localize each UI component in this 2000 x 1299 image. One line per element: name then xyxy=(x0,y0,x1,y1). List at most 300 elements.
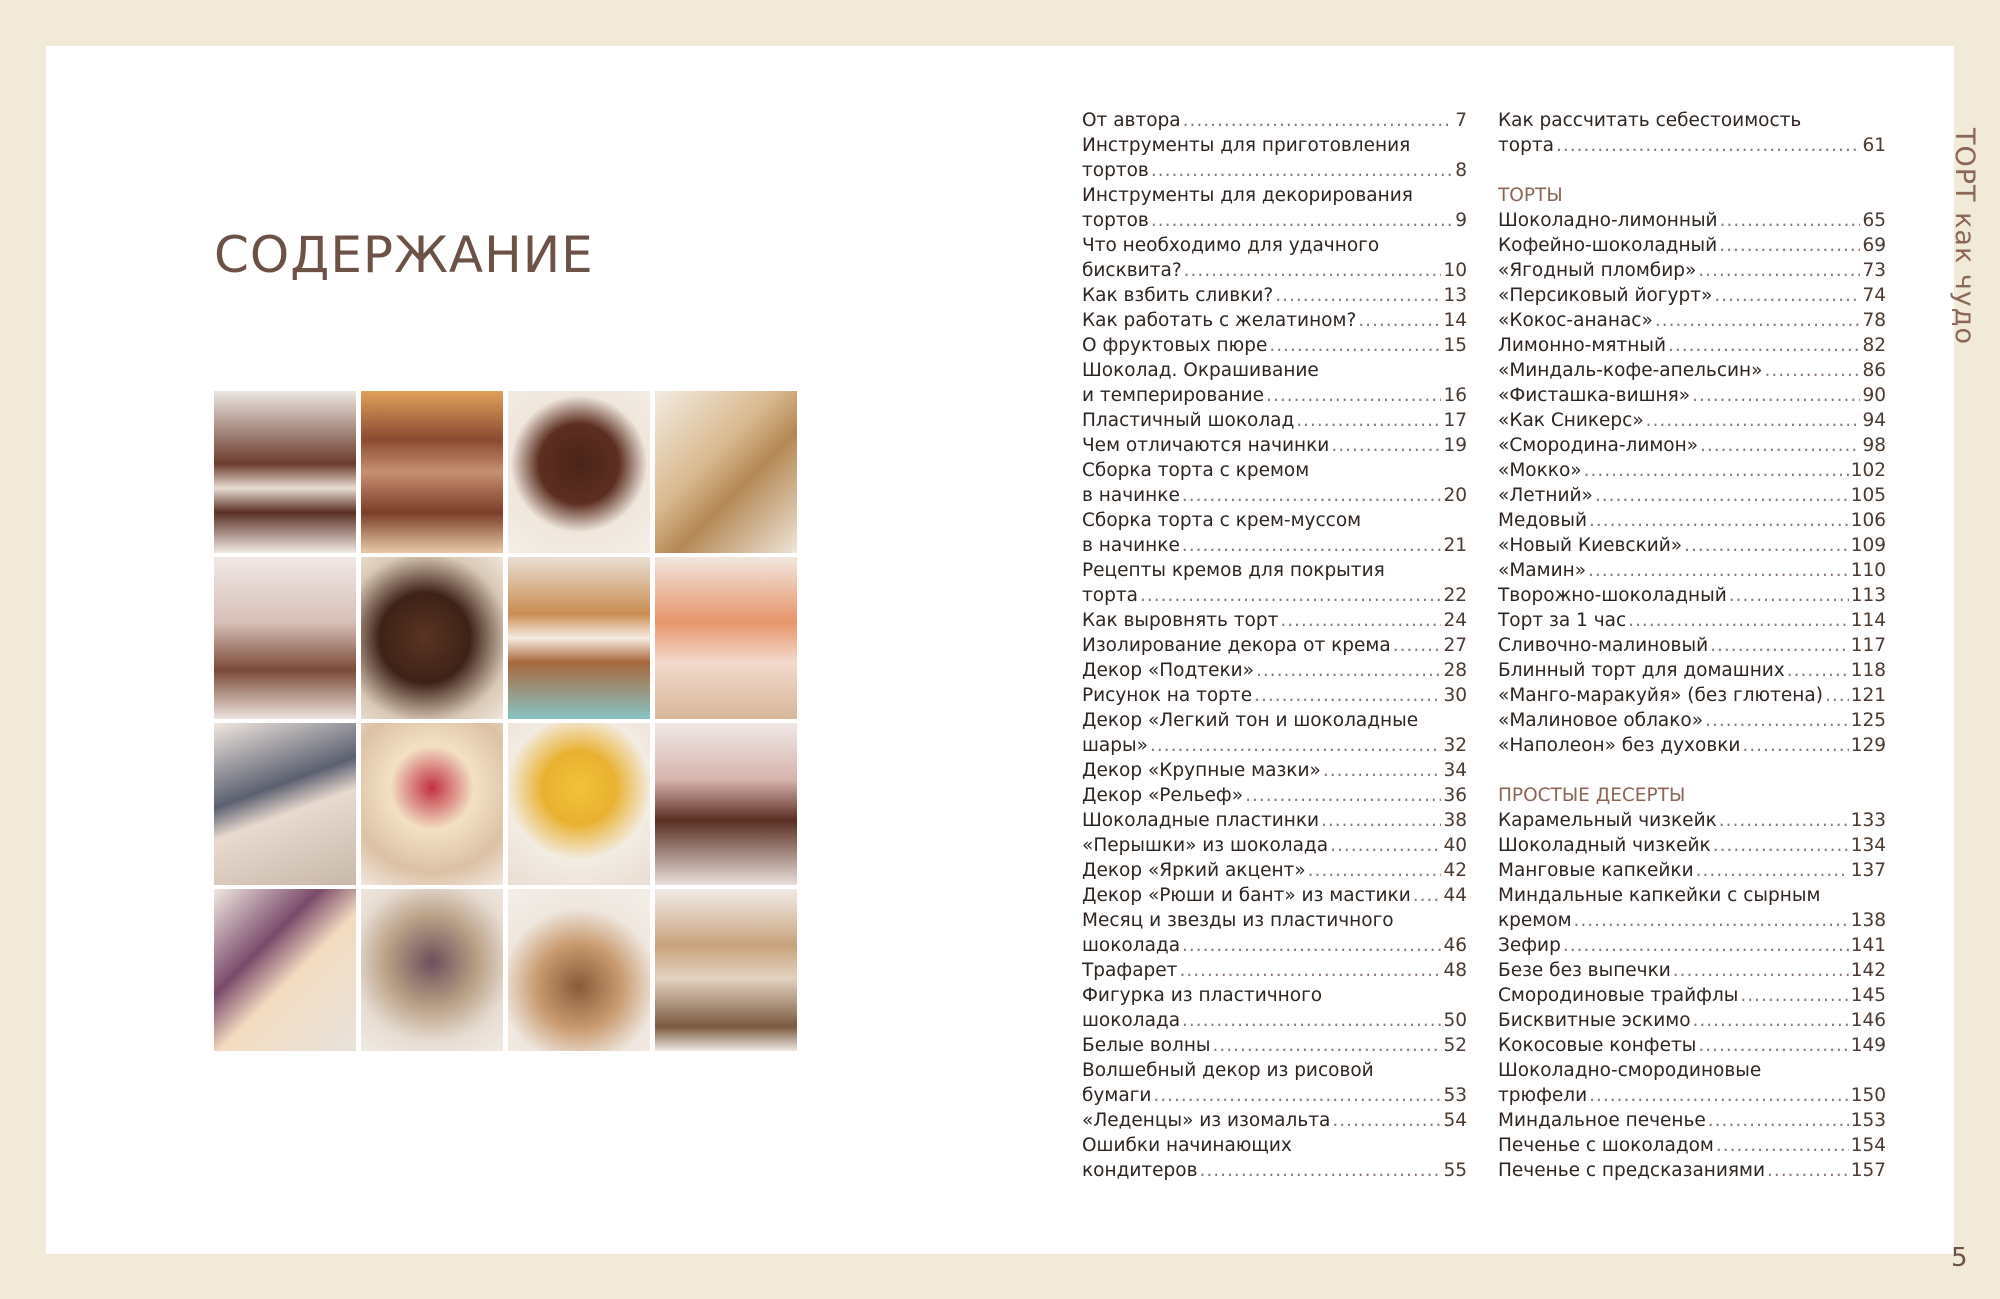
toc-page-number: 106 xyxy=(1850,510,1886,531)
toc-entry-line: Миндальные капкейки с сырным xyxy=(1498,885,1821,906)
toc-entry xyxy=(1498,733,1886,758)
toc-dot-leader xyxy=(1245,783,1441,808)
toc-page-number: 141 xyxy=(1850,935,1886,956)
toc-dot-leader xyxy=(1308,858,1442,883)
toc-entry xyxy=(1082,608,1467,633)
toc-entry-title: «Как Сникерс» xyxy=(1498,410,1644,431)
toc-page-number: 121 xyxy=(1850,685,1886,706)
toc-entry-title: «Фисташка-вишня» xyxy=(1498,385,1691,406)
toc-entry xyxy=(1498,658,1886,683)
toc-dot-leader xyxy=(1213,1033,1442,1058)
toc-dot-leader xyxy=(1767,1158,1849,1183)
toc-entry xyxy=(1498,683,1886,708)
toc-entry-title: и темперирование xyxy=(1082,385,1265,406)
toc-dot-leader xyxy=(1787,658,1849,683)
toc-dot-leader xyxy=(1256,658,1441,683)
toc-dot-leader xyxy=(1330,833,1441,858)
toc-column-1 xyxy=(1082,108,1467,1183)
toc-entry-title: шоколада xyxy=(1082,935,1181,956)
toc-entry xyxy=(1082,533,1467,558)
toc-entry xyxy=(1498,933,1886,958)
toc-entry-title: Как выровнять торт xyxy=(1082,610,1279,631)
toc-entry-title: в начинке xyxy=(1082,535,1180,556)
toc-entry xyxy=(1082,958,1467,983)
toc-page-number: 7 xyxy=(1455,110,1467,131)
toc-entry xyxy=(1082,1108,1467,1133)
toc-entry xyxy=(1498,258,1886,283)
toc-entry xyxy=(1498,633,1886,658)
toc-entry-title: Безе без выпечки xyxy=(1498,960,1671,981)
toc-entry xyxy=(1082,408,1467,433)
toc-entry xyxy=(1498,1083,1886,1108)
toc-entry xyxy=(1082,1033,1467,1058)
toc-dot-leader xyxy=(1700,433,1860,458)
toc-entry xyxy=(1498,983,1886,1008)
toc-dot-leader xyxy=(1696,858,1849,883)
toc-dot-leader xyxy=(1331,433,1441,458)
toc-entry-title: От автора xyxy=(1082,110,1181,131)
toc-entry-title: Декор «Рюши и бант» из мастики xyxy=(1082,885,1411,906)
toc-entry xyxy=(1082,833,1467,858)
toc-entry-title: «Мамин» xyxy=(1498,560,1587,581)
toc-entry-line: Инструменты для приготовления xyxy=(1082,135,1411,156)
toc-dot-leader xyxy=(1280,608,1441,633)
napoleon-slice-photo xyxy=(655,391,797,553)
toc-entry-title: Шоколадные пластинки xyxy=(1082,810,1320,831)
toc-page-number: 61 xyxy=(1862,135,1886,156)
toc-page-number: 8 xyxy=(1455,160,1467,181)
chocolate-slice-photo xyxy=(655,723,797,885)
page-number: 5 xyxy=(1951,1243,1968,1273)
toc-entry xyxy=(1498,833,1886,858)
toc-entry xyxy=(1498,808,1886,833)
toc-page-number: 19 xyxy=(1443,435,1467,456)
toc-page-number: 129 xyxy=(1850,735,1886,756)
toc-page-number: 157 xyxy=(1850,1160,1886,1181)
toc-entry-title: «Перышки» из шоколада xyxy=(1082,835,1329,856)
toc-entry-title: Сливочно-малиновый xyxy=(1498,635,1709,656)
toc-entry-title: Манговые капкейки xyxy=(1498,860,1694,881)
toc-entry xyxy=(1498,433,1886,458)
toc-entry-line: Декор «Легкий тон и шоколадные xyxy=(1082,710,1419,731)
toc-dot-leader xyxy=(1269,333,1441,358)
toc-entry-line: Волшебный декор из рисовой xyxy=(1082,1060,1374,1081)
toc-dot-leader xyxy=(1563,933,1849,958)
toc-page-number: 28 xyxy=(1443,660,1467,681)
cupcakes-stand-photo xyxy=(214,557,356,719)
toc-entry xyxy=(1082,1008,1467,1033)
toc-page-number: 27 xyxy=(1443,635,1467,656)
toc-entry-title: Печенье с предсказаниями xyxy=(1498,1160,1766,1181)
toc-dot-leader xyxy=(1358,308,1441,333)
toc-entry xyxy=(1082,433,1467,458)
toc-entry-line: Месяц и звезды из пластичного xyxy=(1082,910,1394,931)
toc-page-number: 102 xyxy=(1850,460,1886,481)
toc-entry xyxy=(1498,1133,1886,1158)
toc-entry xyxy=(1082,933,1467,958)
toc-entry xyxy=(1498,1108,1886,1133)
toc-entry xyxy=(1498,608,1886,633)
toc-dot-leader xyxy=(1684,533,1849,558)
toc-entry-title: Рисунок на торте xyxy=(1082,685,1253,706)
toc-page-number: 154 xyxy=(1850,1135,1886,1156)
toc-dot-leader xyxy=(1321,808,1441,833)
toc-page-number: 146 xyxy=(1850,1010,1886,1031)
toc-page-number: 14 xyxy=(1443,310,1467,331)
toc-page-number: 40 xyxy=(1443,835,1467,856)
toc-entry-title: торта xyxy=(1498,135,1554,156)
toc-page-number: 86 xyxy=(1862,360,1886,381)
toc-dot-leader xyxy=(1698,258,1860,283)
toc-page-number: 133 xyxy=(1850,810,1886,831)
toc-page-number: 17 xyxy=(1443,410,1467,431)
toc-entry-title: «Смородина-лимон» xyxy=(1498,435,1699,456)
toc-entry-title: кондитеров xyxy=(1082,1160,1198,1181)
toc-page-number: 22 xyxy=(1443,585,1467,606)
toc-dot-leader xyxy=(1182,483,1442,508)
toc-entry-title: Чем отличаются начинки xyxy=(1082,435,1330,456)
toc-entry-title: Декор «Подтеки» xyxy=(1082,660,1254,681)
toc-entry-line: Как рассчитать себестоимость xyxy=(1498,110,1802,131)
toc-dot-leader xyxy=(1183,108,1454,133)
toc-entry xyxy=(1498,558,1886,583)
toc-dot-leader xyxy=(1589,1083,1849,1108)
toc-entry-title: Торт за 1 час xyxy=(1498,610,1627,631)
berry-layer-cake-photo xyxy=(214,391,356,553)
toc-entry-line: Сборка торта с крем-муссом xyxy=(1082,510,1362,531)
toc-entry xyxy=(1498,858,1886,883)
toc-entry xyxy=(1498,483,1886,508)
toc-entry xyxy=(1082,208,1467,233)
toc-dot-leader xyxy=(1825,683,1849,708)
toc-entry xyxy=(1082,258,1467,283)
toc-entry xyxy=(1082,633,1467,658)
toc-dot-leader xyxy=(1668,333,1860,358)
toc-page-number: 94 xyxy=(1862,410,1886,431)
toc-page-number: 110 xyxy=(1850,560,1886,581)
toc-entry-title: «Летний» xyxy=(1498,485,1593,506)
toc-entry-line: Что необходимо для удачного xyxy=(1082,235,1380,256)
toc-page-number: 142 xyxy=(1850,960,1886,981)
toc-page-number: 30 xyxy=(1443,685,1467,706)
toc-page-number: 78 xyxy=(1862,310,1886,331)
toc-page-number: 16 xyxy=(1443,385,1467,406)
toc-section-heading: ТОРТЫ xyxy=(1498,185,1563,206)
toc-entry-title: Бисквитные эскимо xyxy=(1498,1010,1691,1031)
toc-entry-title: Кофейно-шоколадный xyxy=(1498,235,1718,256)
toc-dot-leader xyxy=(1153,1083,1441,1108)
toc-entry-title: «Новый Киевский» xyxy=(1498,535,1683,556)
toc-dot-leader xyxy=(1720,208,1861,233)
toc-page-number: 38 xyxy=(1443,810,1467,831)
toc-entry xyxy=(1082,858,1467,883)
toc-dot-leader xyxy=(1740,983,1848,1008)
toc-dot-leader xyxy=(1742,733,1848,758)
toc-page-number: 109 xyxy=(1850,535,1886,556)
toc-entry-title: в начинке xyxy=(1082,485,1180,506)
toc-entry-title: Белые волны xyxy=(1082,1035,1211,1056)
toc-entry xyxy=(1498,1008,1886,1033)
photo-grid xyxy=(214,391,797,1051)
toc-entry xyxy=(1498,908,1886,933)
toc-entry xyxy=(1082,1158,1467,1183)
toc-entry-title: Трафарет xyxy=(1082,960,1178,981)
toc-page-number: 134 xyxy=(1850,835,1886,856)
toc-entry-title: «Кокос-ананас» xyxy=(1498,310,1653,331)
raspberry-cheesecake-photo xyxy=(361,723,503,885)
toc-entry-title: Как взбить сливки? xyxy=(1082,285,1274,306)
toc-entry xyxy=(1082,658,1467,683)
toc-dot-leader xyxy=(1693,1008,1849,1033)
toc-entry xyxy=(1082,758,1467,783)
toc-page-number: 69 xyxy=(1862,235,1886,256)
toc-dot-leader xyxy=(1179,958,1441,983)
toc-page-number: 53 xyxy=(1443,1085,1467,1106)
toc-dot-leader xyxy=(1332,1108,1441,1133)
toc-entry-title: Кокосовые конфеты xyxy=(1498,1035,1697,1056)
toc-page-number: 137 xyxy=(1850,860,1886,881)
toc-page-number: 44 xyxy=(1443,885,1467,906)
toc-entry-title: шоколада xyxy=(1082,1010,1181,1031)
toc-entry xyxy=(1082,158,1467,183)
toc-entry-title: торта xyxy=(1082,585,1138,606)
toc-page-number: 150 xyxy=(1850,1085,1886,1106)
toc-entry-title: Смородиновые трайфлы xyxy=(1498,985,1739,1006)
toc-entry xyxy=(1498,708,1886,733)
cookies-plate-photo xyxy=(508,889,650,1051)
toc-dot-leader xyxy=(1574,908,1849,933)
toc-dot-leader xyxy=(1655,308,1861,333)
toc-entry-title: Зефир xyxy=(1498,935,1561,956)
toc-page-number: 9 xyxy=(1455,210,1467,231)
toc-page-number: 149 xyxy=(1850,1035,1886,1056)
toc-entry-title: кремом xyxy=(1498,910,1572,931)
toc-dot-leader xyxy=(1275,283,1441,308)
poppy-seed-cake-photo xyxy=(214,723,356,885)
toc-entry-title: Изолирование декора от крема xyxy=(1082,635,1391,656)
toc-section-heading: ПРОСТЫЕ ДЕСЕРТЫ xyxy=(1498,785,1686,806)
toc-page-number: 21 xyxy=(1443,535,1467,556)
toc-page-number: 55 xyxy=(1443,1160,1467,1181)
toc-entry xyxy=(1082,333,1467,358)
toc-dot-leader xyxy=(1151,158,1453,183)
toc-entry xyxy=(1498,408,1886,433)
toc-dot-leader xyxy=(1556,133,1861,158)
toc-entry-title: Лимонно-мятный xyxy=(1498,335,1666,356)
toc-dot-leader xyxy=(1584,458,1849,483)
toc-page-number: 73 xyxy=(1862,260,1886,281)
toc-dot-leader xyxy=(1296,408,1441,433)
toc-entry xyxy=(1082,733,1467,758)
toc-entry-title: Печенье с шоколадом xyxy=(1498,1135,1714,1156)
toc-entry xyxy=(1498,508,1886,533)
toc-dot-leader xyxy=(1140,583,1442,608)
toc-dot-leader xyxy=(1254,683,1441,708)
toc-dot-leader xyxy=(1151,208,1453,233)
toc-entry-title: Творожно-шоколадный xyxy=(1498,585,1727,606)
toc-entry xyxy=(1498,133,1886,158)
toc-entry xyxy=(1498,1158,1886,1183)
toc-page-number: 15 xyxy=(1443,335,1467,356)
toc-page-number: 50 xyxy=(1443,1010,1467,1031)
toc-entry-title: «Леденцы» из изомальта xyxy=(1082,1110,1331,1131)
toc-page-number: 34 xyxy=(1443,760,1467,781)
toc-entry xyxy=(1082,308,1467,333)
toc-entry xyxy=(1498,383,1886,408)
toc-page-number: 118 xyxy=(1850,660,1886,681)
toc-dot-leader xyxy=(1719,233,1860,258)
toc-entry xyxy=(1498,958,1886,983)
toc-entry-line: Фигурка из пластичного xyxy=(1082,985,1323,1006)
toc-entry xyxy=(1498,333,1886,358)
toc-entry-title: тортов xyxy=(1082,210,1149,231)
toc-page-number: 20 xyxy=(1443,485,1467,506)
petal-decor-cake-photo xyxy=(655,557,797,719)
toc-dot-leader xyxy=(1393,633,1442,658)
toc-entry-title: Декор «Яркий акцент» xyxy=(1082,860,1306,881)
toc-dot-leader xyxy=(1182,533,1442,558)
toc-entry xyxy=(1082,883,1467,908)
toc-page-number: 125 xyxy=(1850,710,1886,731)
toc-entry-line: Шоколад. Окрашивание xyxy=(1082,360,1319,381)
toc-dot-leader xyxy=(1692,383,1860,408)
tangerine-naked-cake-photo xyxy=(361,391,503,553)
toc-page-number: 105 xyxy=(1850,485,1886,506)
toc-entry-title: шары» xyxy=(1082,735,1148,756)
toc-page-number: 46 xyxy=(1443,935,1467,956)
toc-page-number: 74 xyxy=(1862,285,1886,306)
toc-entry xyxy=(1082,1083,1467,1108)
toc-entry xyxy=(1498,533,1886,558)
toc-page-number: 32 xyxy=(1443,735,1467,756)
toc-entry xyxy=(1498,208,1886,233)
toc-dot-leader xyxy=(1595,483,1849,508)
toc-page-number: 24 xyxy=(1443,610,1467,631)
toc-entry-title: Шоколадно-лимонный xyxy=(1498,210,1718,231)
toc-entry xyxy=(1082,808,1467,833)
toc-page-number: 82 xyxy=(1862,335,1886,356)
toc-spacer xyxy=(1498,758,1886,783)
toc-dot-leader xyxy=(1588,558,1849,583)
toc-dot-leader xyxy=(1589,508,1849,533)
toc-entry-title: тортов xyxy=(1082,160,1149,181)
trifle-stand-photo xyxy=(361,889,503,1051)
toc-dot-leader xyxy=(1716,1133,1849,1158)
toc-entry xyxy=(1498,458,1886,483)
toc-entry-title: Карамельный чизкейк xyxy=(1498,810,1717,831)
toc-dot-leader xyxy=(1150,733,1442,758)
toc-entry xyxy=(1082,583,1467,608)
toc-dot-leader xyxy=(1413,883,1442,908)
toc-page-number: 113 xyxy=(1850,585,1886,606)
toc-dot-leader xyxy=(1714,283,1860,308)
toc-page-number: 117 xyxy=(1850,635,1886,656)
toc-dot-leader xyxy=(1705,708,1849,733)
toc-dot-leader xyxy=(1646,408,1861,433)
toc-page-number: 114 xyxy=(1850,610,1886,631)
toc-dot-leader xyxy=(1710,633,1849,658)
toc-dot-leader xyxy=(1764,358,1860,383)
toc-entry xyxy=(1498,308,1886,333)
toc-entry-title: «Малиновое облако» xyxy=(1498,710,1704,731)
toc-spacer xyxy=(1498,158,1886,183)
toc-dot-leader xyxy=(1182,933,1441,958)
toc-column-2 xyxy=(1498,108,1886,1183)
toc-entry-title: Пластичный шоколад xyxy=(1082,410,1295,431)
toc-page-number: 48 xyxy=(1443,960,1467,981)
toc-page-number: 153 xyxy=(1850,1110,1886,1131)
toc-entry-title: О фруктовых пюре xyxy=(1082,335,1268,356)
toc-entry-title: «Миндаль-кофе-апельсин» xyxy=(1498,360,1763,381)
toc-dot-leader xyxy=(1719,808,1849,833)
toc-page-number: 65 xyxy=(1862,210,1886,231)
toc-dot-leader xyxy=(1708,1108,1849,1133)
toc-page-number: 13 xyxy=(1443,285,1467,306)
toc-dot-leader xyxy=(1628,608,1849,633)
toc-page-number: 90 xyxy=(1862,385,1886,406)
toc-dot-leader xyxy=(1698,1033,1848,1058)
toc-entry xyxy=(1082,783,1467,808)
toc-page-number: 52 xyxy=(1443,1035,1467,1056)
toc-entry xyxy=(1082,683,1467,708)
toc-dot-leader xyxy=(1713,833,1849,858)
toc-entry-title: трюфели xyxy=(1498,1085,1588,1106)
toc-entry-title: Как работать с желатином? xyxy=(1082,310,1357,331)
toc-page-number: 145 xyxy=(1850,985,1886,1006)
trifle-glasses-photo xyxy=(655,889,797,1051)
toc-entry-title: Блинный торт для домашних xyxy=(1498,660,1785,681)
toc-entry-line: Шоколадно-смородиновые xyxy=(1498,1060,1762,1081)
toc-entry-title: Медовый xyxy=(1498,510,1587,531)
toc-entry-line: Ошибки начинающих xyxy=(1082,1135,1292,1156)
book-spread xyxy=(46,46,1980,1273)
mango-cupcake-photo xyxy=(508,723,650,885)
toc-page-number: 36 xyxy=(1443,785,1467,806)
toc-entry xyxy=(1498,233,1886,258)
toc-entry-title: Декор «Рельеф» xyxy=(1082,785,1244,806)
toc-entry xyxy=(1498,583,1886,608)
toc-entry-title: «Манго-маракуйя» (без глютена) xyxy=(1498,685,1823,706)
toc-entry xyxy=(1082,483,1467,508)
berry-cubes-photo xyxy=(214,889,356,1051)
toc-dot-leader xyxy=(1673,958,1849,983)
toc-entry-title: бисквита? xyxy=(1082,260,1182,281)
toc-dot-leader xyxy=(1184,258,1442,283)
toc-entry xyxy=(1082,383,1467,408)
truffles-photo xyxy=(361,557,503,719)
layered-slice-photo xyxy=(508,557,650,719)
toc-page-number: 10 xyxy=(1443,260,1467,281)
toc-entry-title: Миндальное печенье xyxy=(1498,1110,1706,1131)
toc-entry-title: «Наполеон» без духовки xyxy=(1498,735,1741,756)
running-header: ТОРТ как чудо xyxy=(1949,128,1980,345)
contents-heading: СОДЕРЖАНИЕ xyxy=(214,226,594,284)
toc-entry-title: Шоколадный чизкейк xyxy=(1498,835,1711,856)
toc-entry xyxy=(1498,283,1886,308)
toc-entry-title: бумаги xyxy=(1082,1085,1152,1106)
toc-dot-leader xyxy=(1200,1158,1442,1183)
toc-entry-title: «Ягодный пломбир» xyxy=(1498,260,1697,281)
toc-page-number: 42 xyxy=(1443,860,1467,881)
toc-entry-title: «Мокко» xyxy=(1498,460,1582,481)
toc-entry-title: Декор «Крупные мазки» xyxy=(1082,760,1321,781)
toc-entry-line: Рецепты кремов для покрытия xyxy=(1082,560,1385,581)
toc-entry xyxy=(1082,108,1467,133)
toc-dot-leader xyxy=(1323,758,1442,783)
toc-entry-line: Сборка торта с кремом xyxy=(1082,460,1310,481)
toc-entry-line: Инструменты для декорирования xyxy=(1082,185,1413,206)
toc-entry xyxy=(1498,358,1886,383)
